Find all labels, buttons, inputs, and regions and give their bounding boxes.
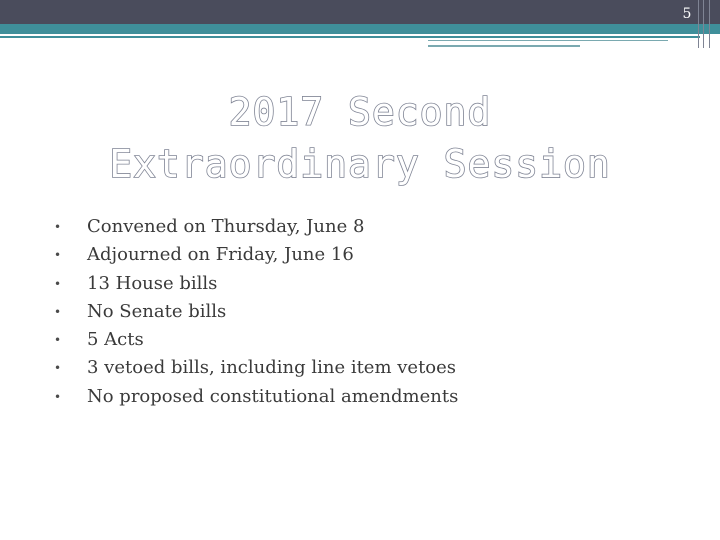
bullet-item [54, 383, 458, 411]
decorative-vertical-line [698, 0, 699, 48]
bullet-text: No Senate bills [87, 300, 227, 322]
bullet-icon: • [54, 361, 62, 376]
bullet-text: 13 House bills [87, 272, 218, 294]
bullet-item [54, 326, 458, 354]
bullet-text: 3 vetoed bills, including line item vetoes [87, 357, 457, 379]
bullet-icon: • [54, 276, 62, 291]
decorative-vertical-line [703, 0, 704, 48]
accent-stripe [0, 24, 720, 34]
slide-title-line-1: 2017 Second [228, 90, 492, 134]
bullet-icon: • [54, 333, 62, 348]
page-number: 5 [682, 6, 692, 22]
bullet-icon: • [54, 304, 62, 319]
slide-title [0, 86, 720, 190]
bullet-list [54, 213, 458, 411]
bullet-item [54, 298, 458, 326]
bullet-item [54, 354, 458, 382]
bullet-text: 5 Acts [87, 329, 144, 351]
decorative-line [428, 45, 580, 47]
decorative-line [428, 40, 668, 41]
bullet-icon: • [54, 389, 62, 404]
bullet-icon: • [54, 220, 62, 234]
bullet-text: Adjourned on Friday, June 16 [87, 244, 354, 266]
header-bar [0, 0, 720, 24]
bullet-item [54, 241, 458, 269]
slide-title-line-2: Extraordinary Session [109, 142, 611, 186]
bullet-text: Convened on Thursday, June 8 [87, 216, 365, 237]
accent-stripe-thin [0, 36, 700, 38]
decorative-vertical-line [709, 0, 710, 48]
bullet-item [54, 270, 458, 298]
bullet-item [54, 213, 458, 241]
bullet-icon: • [54, 248, 62, 263]
bullet-text: No proposed constitutional amendments [87, 385, 459, 407]
